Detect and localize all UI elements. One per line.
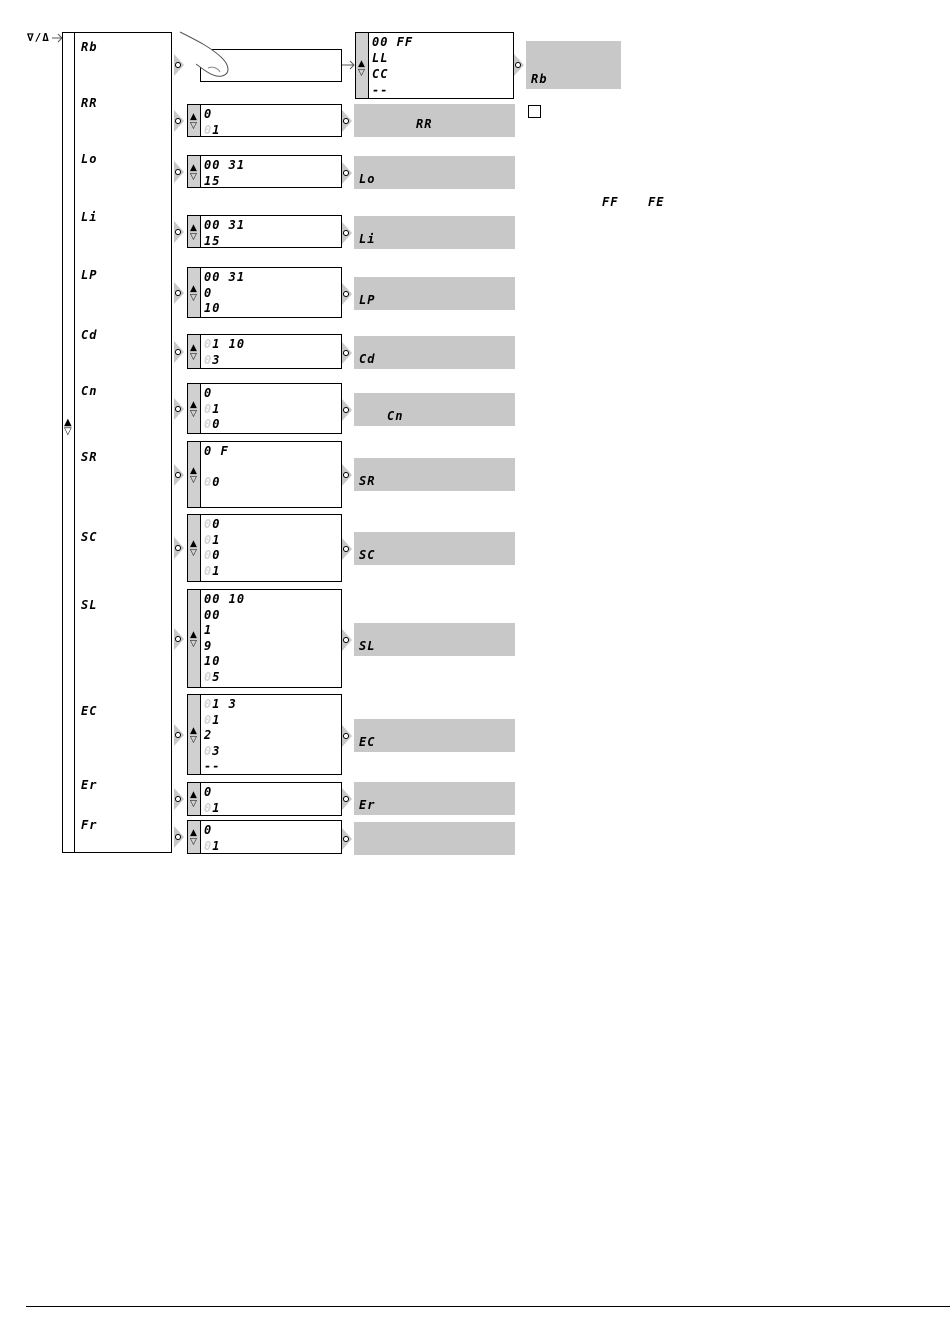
menu-item-11[interactable]: Er (81, 778, 98, 792)
connector-dot (175, 290, 181, 296)
option-line (204, 107, 212, 121)
connector-dot (175, 636, 181, 642)
option-value: 0 (212, 475, 221, 489)
option-value: 00 31 (204, 270, 246, 284)
menu-up-down-icon[interactable]: ▲ ▽ (64, 417, 72, 437)
result-label: RR (416, 117, 433, 131)
arrow-right-icon (342, 60, 356, 70)
option-value: -- (204, 759, 221, 773)
option-value: 1 (204, 623, 213, 637)
connector-dot (175, 796, 181, 802)
note-checkbox[interactable] (528, 105, 541, 118)
option-value: 0 (204, 107, 213, 121)
page-footer-rule (26, 1306, 950, 1307)
connector-dot (343, 637, 349, 643)
option-line (204, 785, 212, 799)
connector-dot (343, 407, 349, 413)
menu-item-8[interactable]: SC (81, 530, 98, 544)
up-down-icon[interactable]: ▲ ▽ (190, 399, 197, 419)
option-line (204, 654, 220, 668)
menu-item-1[interactable]: RR (81, 96, 98, 110)
option-value: 0 (212, 548, 221, 562)
option-box-10[interactable] (187, 694, 342, 775)
result-label: Li (359, 232, 376, 246)
connector-dot (343, 796, 349, 802)
up-down-icon[interactable]: ▲ ▽ (190, 629, 197, 649)
option-line: 01 3 (204, 697, 237, 711)
option-line: 01 (204, 122, 221, 137)
option-line (204, 270, 245, 284)
option-box-1[interactable] (187, 104, 342, 137)
menu-item-2[interactable]: Lo (81, 152, 98, 166)
option-value: 1 10 (212, 337, 246, 351)
result-panel-8 (354, 623, 515, 656)
up-down-icon[interactable]: ▲ ▽ (190, 790, 197, 809)
option-value: 5 (212, 669, 221, 684)
option-value: 1 (212, 712, 221, 727)
option-line (204, 823, 212, 837)
result-panel-0 (354, 104, 515, 137)
up-down-icon[interactable]: ▲ ▽ (190, 828, 197, 847)
up-down-icon[interactable]: ▲ ▽ (190, 283, 197, 303)
connector-dot (175, 349, 181, 355)
option-value: 0 F (204, 444, 229, 458)
option-value: 3 (212, 743, 221, 758)
option-value: 1 3 (212, 697, 237, 711)
result-label: SC (359, 548, 376, 562)
baud-line-4: -- (372, 83, 389, 97)
option-line (204, 623, 212, 637)
menu-item-10[interactable]: EC (81, 704, 98, 718)
result-label: Lo (359, 172, 376, 186)
result-panel-9 (354, 719, 515, 752)
connector-dot (175, 545, 181, 551)
menu-scroll-strip[interactable] (62, 32, 75, 853)
finger-press-icon (178, 30, 238, 80)
result-label: SR (359, 474, 376, 488)
option-value: 0 (212, 417, 221, 431)
connector-dot (343, 350, 349, 356)
up-down-icon[interactable]: ▲ ▽ (190, 725, 197, 745)
option-value: 00 31 (204, 218, 246, 232)
up-down-icon[interactable]: ▲ ▽ (190, 465, 197, 485)
option-value: 1 (212, 800, 221, 815)
result-label: SL (359, 639, 376, 653)
option-value: 2 (204, 728, 213, 742)
menu-item-3[interactable]: Li (81, 210, 98, 224)
option-box-5[interactable] (187, 334, 342, 369)
result-panel-11 (354, 822, 515, 855)
option-value: 1 (212, 122, 221, 137)
baud-line-2: LL (372, 51, 389, 65)
option-line (204, 759, 220, 773)
option-line: 01 (204, 838, 221, 853)
option-line: 01 (204, 712, 221, 727)
up-down-icon[interactable]: ▲ ▽ (190, 539, 197, 558)
result-panel-7 (354, 532, 515, 565)
option-line (204, 639, 212, 653)
connector-dot (175, 834, 181, 840)
result-panel-3 (354, 277, 515, 310)
up-down-icon[interactable]: ▲ ▽ (190, 222, 197, 242)
result-label: EC (359, 735, 376, 749)
address-select-box[interactable] (355, 32, 514, 99)
menu-item-6[interactable]: Cn (81, 384, 98, 398)
baud-line-3: CC (372, 67, 389, 81)
option-box-6[interactable] (187, 383, 342, 434)
option-box-2[interactable] (187, 155, 342, 188)
note-value-1: FF (602, 195, 619, 209)
option-value: 00 (204, 607, 221, 622)
up-down-icon[interactable]: ▲ ▽ (358, 59, 365, 78)
option-line (204, 286, 212, 300)
connector-dot (175, 169, 181, 175)
option-value: 0 (204, 823, 213, 837)
option-value: 1 (212, 563, 221, 578)
option-value: 0 (204, 785, 213, 799)
connector-dot (343, 836, 349, 842)
result-top-label: Rb (531, 72, 548, 86)
option-line: 01 (204, 532, 221, 547)
option-line: 01 (204, 563, 221, 578)
parameter-menu (62, 32, 172, 853)
result-panel-10 (354, 782, 515, 815)
connector-dot (175, 118, 181, 124)
connector-dot (343, 170, 349, 176)
option-value: 3 (212, 352, 221, 367)
option-line (204, 158, 245, 172)
menu-item-7[interactable]: SR (81, 450, 98, 464)
result-label: Cd (359, 352, 376, 366)
option-line (204, 301, 220, 315)
option-line (204, 728, 212, 742)
option-box-8[interactable] (187, 514, 342, 582)
connector-dot (175, 732, 181, 738)
option-line (204, 608, 220, 622)
menu-item-9[interactable]: SL (81, 598, 98, 612)
menu-item-0[interactable]: Rb (81, 40, 98, 54)
option-box-4[interactable] (187, 267, 342, 318)
result-label: Cn (387, 409, 404, 423)
nav-arrows-label: ∇/Δ (27, 31, 50, 44)
connector-dot (343, 230, 349, 236)
connector-dot (343, 291, 349, 297)
option-box-3[interactable] (187, 215, 342, 248)
menu-item-12[interactable]: Fr (81, 818, 98, 832)
option-box-11[interactable] (187, 782, 342, 816)
connector-dot (515, 62, 521, 68)
connector-dot (175, 229, 181, 235)
up-down-icon[interactable]: ▲ ▽ (190, 342, 197, 362)
option-line (204, 592, 245, 606)
option-line: 05 (204, 669, 221, 684)
option-line: 03 (204, 352, 221, 367)
option-value: 1 (212, 532, 221, 547)
connector-dot (343, 472, 349, 478)
option-value: 10 (204, 301, 221, 315)
note-value-2: FE (648, 195, 665, 209)
menu-item-5[interactable]: Cd (81, 328, 98, 342)
option-value: 15 (204, 233, 221, 248)
result-label: Er (359, 798, 376, 812)
connector-dot (343, 546, 349, 552)
up-down-icon[interactable]: ▲ ▽ (190, 111, 197, 131)
baud-line-1: 00 FF (372, 35, 414, 49)
option-value: 9 (204, 638, 213, 653)
option-line (204, 386, 212, 400)
option-value: 0 (204, 285, 213, 300)
option-line: 01 (204, 401, 221, 416)
menu-item-4[interactable]: LP (81, 268, 98, 282)
option-value: 15 (204, 173, 221, 188)
option-value: 0 (212, 517, 221, 531)
option-line (204, 174, 220, 188)
option-line (204, 444, 229, 458)
option-line: 01 (204, 800, 221, 815)
option-line: 00 (204, 517, 221, 531)
option-line: 03 (204, 743, 221, 758)
option-box-12[interactable] (187, 820, 342, 854)
result-panel-5 (354, 393, 515, 426)
option-box-9[interactable] (187, 589, 342, 688)
up-down-icon[interactable]: ▲ ▽ (190, 162, 197, 182)
option-value: 00 10 (204, 592, 246, 606)
result-panel-4 (354, 336, 515, 369)
option-line (204, 234, 220, 248)
option-line: 00 (204, 475, 221, 489)
option-line: 00 (204, 417, 221, 431)
result-panel-2 (354, 216, 515, 249)
option-line: 01 10 (204, 337, 246, 351)
option-value: 0 (204, 386, 213, 400)
option-box-7[interactable] (187, 441, 342, 508)
result-panel-1 (354, 156, 515, 189)
result-label: LP (359, 293, 376, 307)
option-value: 00 31 (204, 158, 246, 172)
result-panel-6 (354, 458, 515, 491)
option-value: 1 (212, 401, 221, 416)
option-line: 00 (204, 548, 221, 562)
connector-dot (175, 472, 181, 478)
connector-dot (343, 118, 349, 124)
connector-dot (343, 733, 349, 739)
option-line (204, 218, 245, 232)
connector-dot (175, 406, 181, 412)
option-value: 1 (212, 838, 221, 853)
option-value: 10 (204, 654, 221, 668)
